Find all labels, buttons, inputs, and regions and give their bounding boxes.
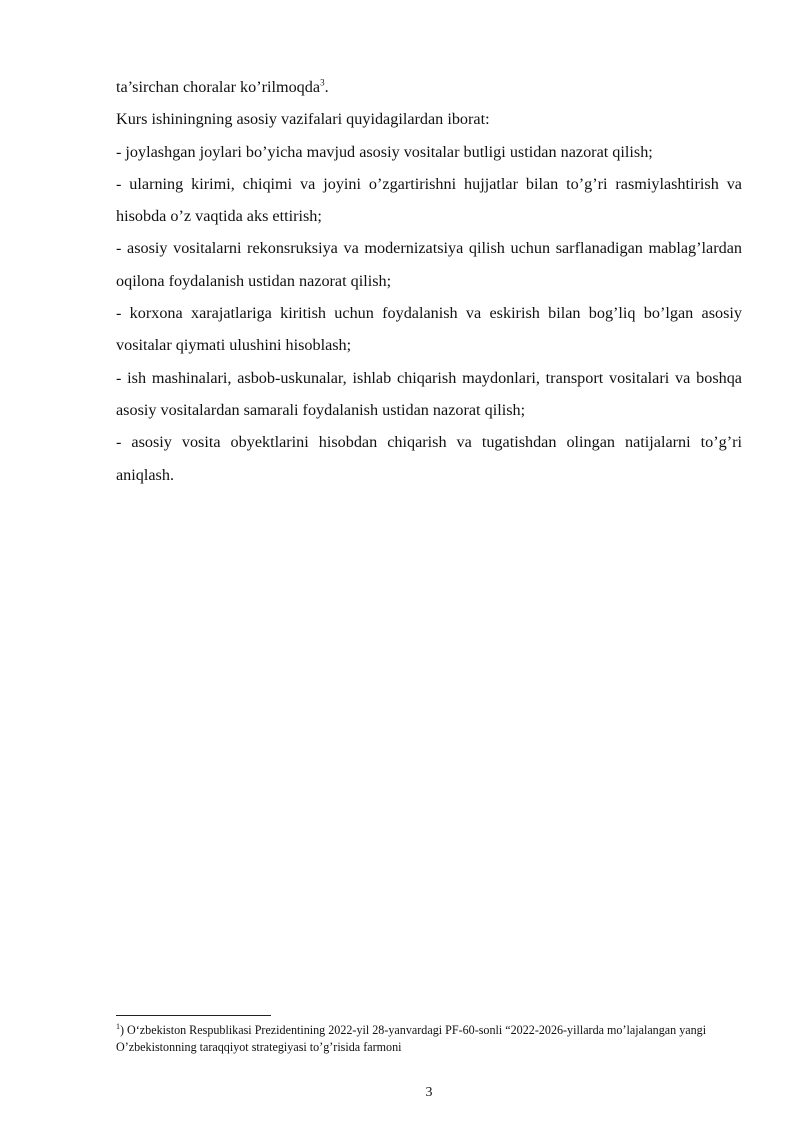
task-item: - ularning kirimi, chiqimi va joyini o’zgartirishni hujjatlar bilan to’g’ri rasmiylashtirish va hisobda o’z vaqtida aks ettirish;: [116, 174, 742, 226]
task-item: - asosiy vosita obyektlarini hisobdan chiqarish va tugatishdan olingan natijalarni to’g’ri aniqlash.: [116, 433, 742, 484]
footnote-separator: [116, 1015, 271, 1016]
tasks-intro: Kurs ishiningning asosiy vazifalari quyidagilardan iborat:: [116, 110, 490, 129]
task-item: - asosiy vositalarni rekonsruksiya va modernizatsiya qilish uchun sarflanadigan mablag’lardan oqilona foydalanish ustidan nazorat qilish;: [116, 239, 742, 290]
footnote: [116, 1022, 746, 1055]
task-item: - joylashgan joylari bo’yicha mavjud asosiy vositalar butligi ustidan nazorat qilish;: [116, 142, 653, 161]
footnote-text: ) O‘zbekiston Respublikasi Prezidentining 2022-yil 28-yanvardagi PF-60-sonli “2022-2026-yillarda mo’lajalangan yangi O’zbekistonning taraqqiyot strategiyasi to’g’risida farmoni: [116, 1023, 707, 1054]
continuation-text: ta’sirchan choralar ko’rilmoqda: [116, 78, 321, 96]
footnote-marker: 1: [116, 1021, 120, 1031]
task-item: - korxona xarajatlariga kiritish uchun foydalanish va eskirish bilan bog’liq bo’lgan asosiy vositalar qiymati ulushini hisoblash;: [116, 304, 742, 355]
page-number: 3: [425, 1085, 433, 1100]
footnote-text-block: [116, 1022, 746, 1055]
continuation-period: .: [324, 78, 329, 96]
body-text: [116, 71, 742, 491]
task-item: - ish mashinalari, asbob-uskunalar, ishlab chiqarish maydonlari, transport vositalari va boshqa asosiy vositalardan samarali foydalanish ustidan nazorat qilish;: [116, 368, 742, 419]
paragraph-continuation: [116, 71, 742, 103]
footnote-reference: 3: [320, 77, 325, 88]
